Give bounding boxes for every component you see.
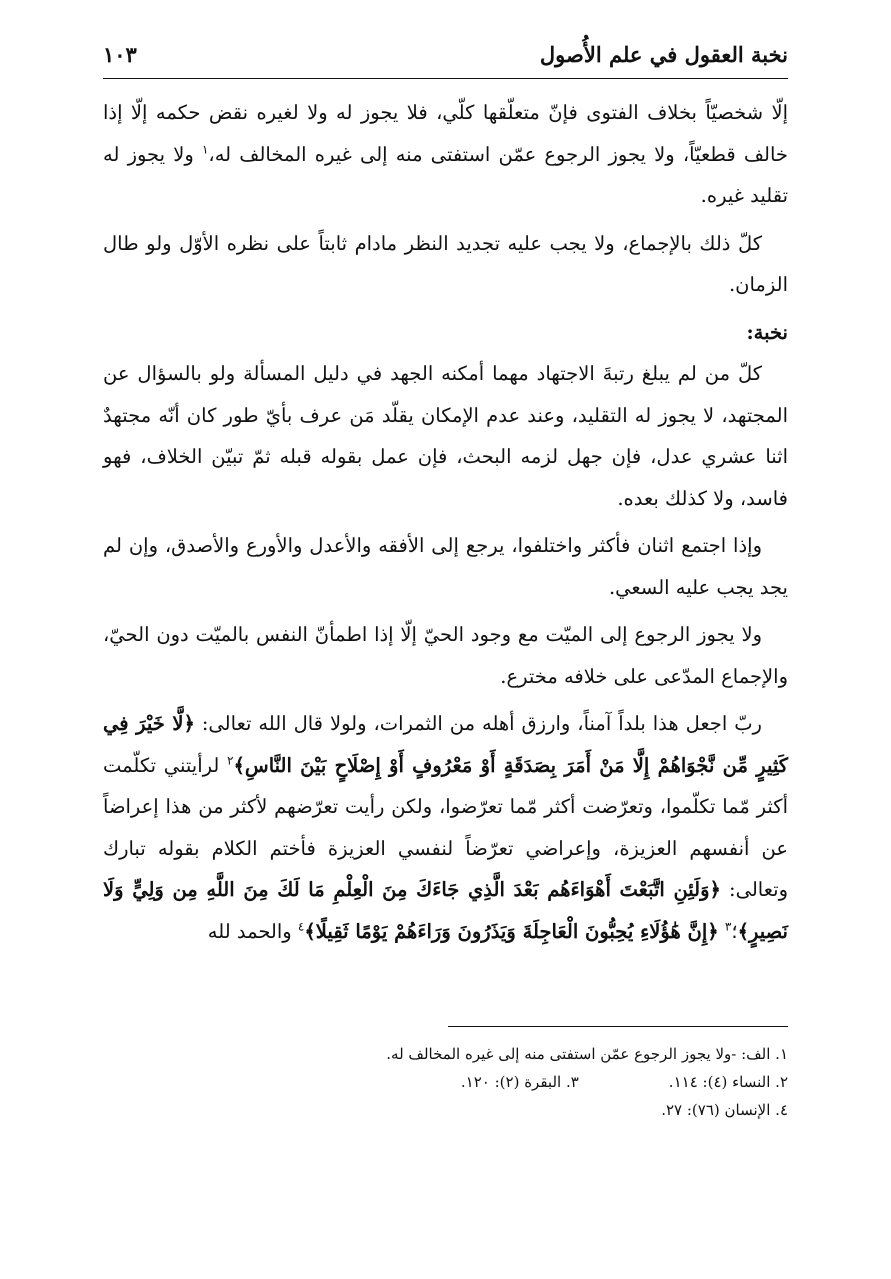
paragraph-6-middle: لرأيتني تكلّمت أكثر مّما تكلّموا، وتعرّضت أكثر مّما تعرّضوا، ولكن رأيت تعرّضهم لأكثر من هذا إعراضاً عن أنفسهم العزيزة، وإعراضي تعرّضاً لنفسي العزيزة فأختم الكلام بقوله تبارك وتعالى: — [103, 753, 788, 901]
paragraph-5: ولا يجوز الرجوع إلى الميّت مع وجود الحيّ إلّا إذا اطمأنّ النفس بالميّت دون الحيّ، والإجماع المدّعى على خلافه مخترع. — [103, 623, 788, 688]
paragraph-3: كلّ من لم يبلغ رتبةَ الاجتهاد مهما أمكنه الجهد في دليل المسألة ولو بالسؤال عن المجتهد، لا يجوز له التقليد، وعند عدم الإمكان يقلّد مَن عرف بأيّ طور كان أنّه مجتهدٌ اثنا عشري عدل، فإن جهل لزمه البحث، فإن عمل بقوله قبله ثمّ تبيّن الخلاف، فهو فاسد، ولا كذلك بعده. — [103, 362, 788, 510]
main-text — [103, 92, 788, 958]
paragraph-1-text: إلّا شخصيّاً بخلاف الفتوى فإنّ متعلّقها كلّي، فلا يجوز له ولا لغيره نقض حكمه إلّا إذا خالف قطعيّاً، ولا يجوز الرجوع عمّن استفتى منه إلى غيره المخالف له، — [103, 101, 788, 166]
verse-separator: ؛ — [731, 919, 738, 943]
paragraph-1-tail: ولا يجوز له تقليد غيره. — [103, 142, 788, 207]
running-title: نخبة العقول في علم الأُصول — [539, 41, 788, 67]
footnote-marker-1: ١ — [201, 142, 209, 156]
paragraph-2: كلّ ذلك بالإجماع، ولا يجب عليه تجديد النظر مادام ثابتاً على نظره الأوّل ولو طال الزمان. — [103, 231, 788, 296]
footnote-3: ٣. البقرة (٢): ١٢٠. — [460, 1073, 579, 1091]
page-header — [103, 38, 788, 70]
quran-verse-2: ﴿وَلَئِنِ اتَّبَعْتَ أَهْوَاءَهُم بَعْدَ الَّذِي جَاءَكَ مِنَ الْعِلْمِ مَا لَكَ مِنَ اللَّهِ مِن وَلِيٍّ وَلَا نَصِيرٍ﴾ — [103, 878, 788, 943]
paragraph-4: وإذا اجتمع اثنان فأكثر واختلفوا، يرجع إلى الأفقه والأعدل والأورع والأصدق، وإن لم يجد يجب عليه السعي. — [103, 534, 788, 599]
page-number: ١٠٣ — [103, 41, 137, 67]
footnote-marker-4: ٤ — [297, 919, 305, 933]
footnote-marker-3: ٣ — [724, 919, 732, 933]
quran-verse-1: ﴿لَّا خَيْرَ فِي كَثِيرٍ مِّن نَّجْوَاهُمْ إِلَّا مَنْ أَمَرَ بِصَدَقَةٍ أَوْ مَعْرُوفٍ أَوْ إِصْلَاحٍ بَيْنَ النَّاسِ﴾ — [103, 712, 789, 777]
paragraph-6-ending: والحمد لله — [207, 919, 292, 943]
footnote-1: ١. الف: -ولا يجوز الرجوع عمّن استفتى منه إلى غيره المخالف له. — [386, 1045, 788, 1063]
footnote-4: ٤. الإنسان (٧٦): ٢٧. — [661, 1101, 788, 1119]
quran-verse-3: ﴿إِنَّ هَٰؤُلَاءِ يُحِبُّونَ الْعَاجِلَةَ وَيَذَرُونَ وَرَاءَهُمْ يَوْمًا ثَقِيلًا﴾ — [304, 919, 719, 943]
paragraph-6 — [103, 703, 788, 952]
footnote-2: ٢. النساء (٤): ١١٤. — [668, 1073, 788, 1091]
footnotes — [103, 1040, 788, 1124]
header-divider — [103, 78, 788, 79]
footnote-marker-2: ٢ — [227, 753, 234, 767]
section-heading: نخبة: — [746, 320, 788, 344]
footnote-divider — [448, 1026, 788, 1027]
paragraph-1 — [103, 92, 788, 217]
paragraph-6-intro: ربّ اجعل هذا بلداً آمناً، وارزق أهله من الثمرات، ولولا قال الله تعالى: — [201, 712, 762, 735]
